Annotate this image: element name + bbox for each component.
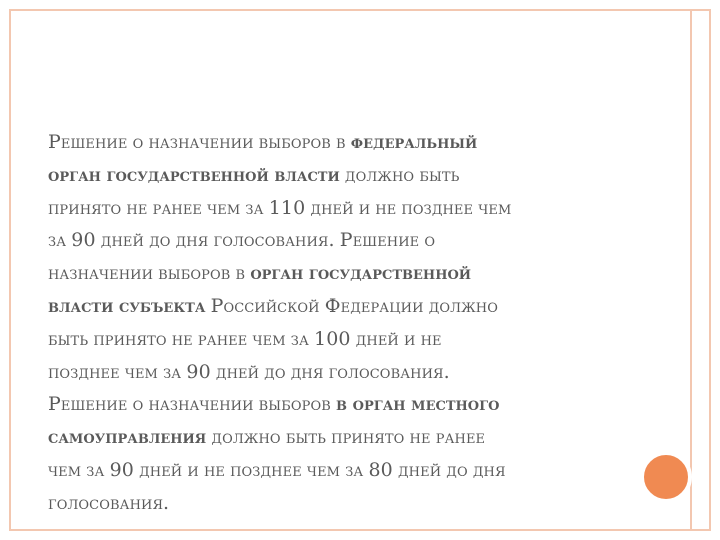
slide-body-text [48,126,698,520]
bold-run: власти субъекта [48,294,206,317]
text-run: Решение о назначении выборов в [48,131,351,153]
text-line-4 [48,224,698,257]
bold-run: орган государственной власти [48,163,340,186]
text-line-6 [48,290,698,323]
bold-run: в орган местного [336,393,500,416]
text-line-3 [48,192,698,225]
text-line-7 [48,323,698,356]
decorative-circle [640,451,692,503]
bold-run: самоуправления [48,426,207,449]
text-line-8 [48,356,698,389]
text-run: чем за 90 дней и не позднее чем за 80 дней до дня [48,458,506,481]
text-run: Российской Федерации должно [205,294,498,317]
text-run: Решение о назначении выборов [48,393,337,416]
text-line-2 [48,159,698,192]
text-line-5 [48,257,698,290]
text-run: должно быть [339,163,460,186]
text-run: быть принято не ранее чем за 100 дней и не [48,327,442,350]
text-line-10 [48,421,698,454]
text-line-1 [48,126,698,159]
text-line-11 [48,454,698,487]
text-line-12 [48,487,698,520]
text-line-9 [48,388,698,421]
text-run: голосования. [48,491,170,514]
text-run: позднее чем за 90 дней до дня голосования. [48,360,450,383]
text-run: назначении выборов в [48,262,251,285]
text-run: должно быть принято не ранее [206,426,486,449]
bold-run: орган государственной [250,262,472,285]
bold-run: федеральный [350,131,478,153]
text-run: за 90 дней до дня голосования. Решение о [48,229,436,252]
text-run: принято не ранее чем за 110 дней и не позднее чем [48,196,512,219]
